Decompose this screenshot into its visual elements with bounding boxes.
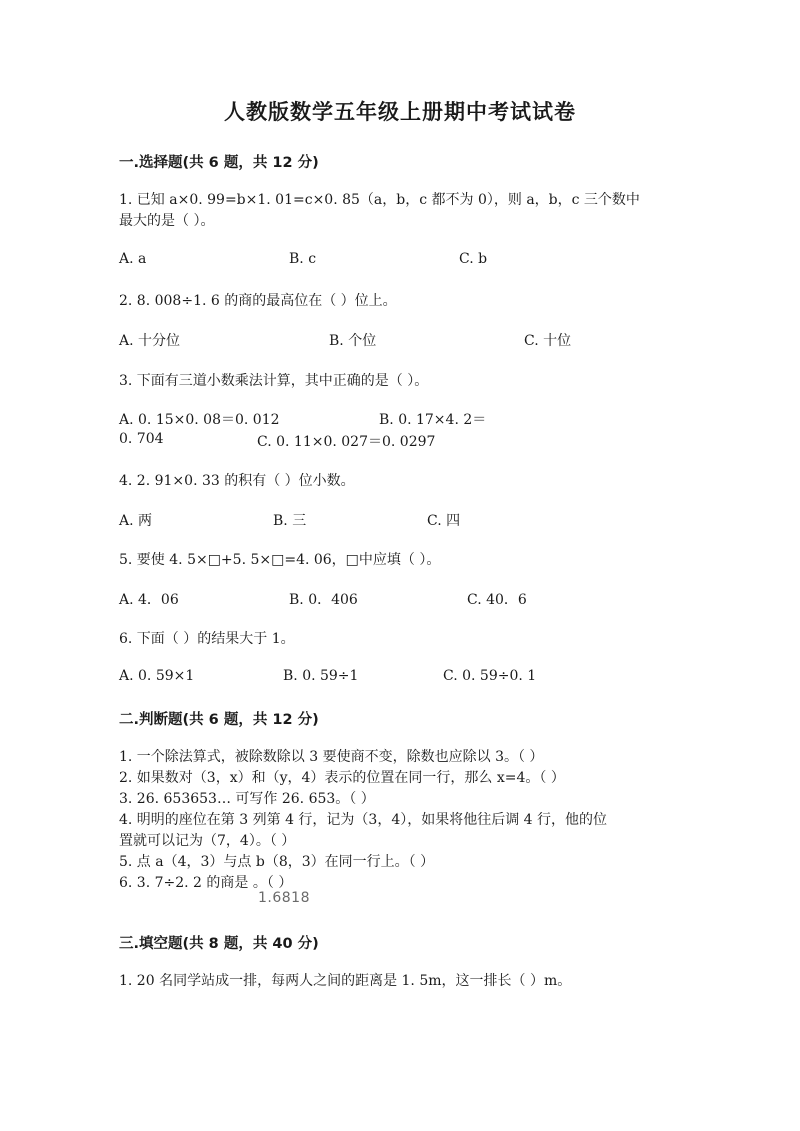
choice-q1-option-b: B. c <box>289 251 317 267</box>
page-title: 人教版数学五年级上册期中考试试卷 <box>224 100 576 124</box>
judgement-q4-line1: 4. 明明的座位在第 3 列第 4 行，记为（3，4），如果将他往后调 4 行，他的位 <box>119 812 608 828</box>
choice-q3-option-c: C. 0. 11×0. 027＝0. 0297 <box>257 434 436 450</box>
choice-q2-option-c: C. 十位 <box>524 333 572 349</box>
judgement-q2: 2. 如果数对（3，x）和（y，4）表示的位置在同一行，那么 x=4。（ ） <box>119 770 565 786</box>
choice-q5-line1: 5. 要使 4. 5×□+5. 5×□=4. 06，□中应填（ ）。 <box>119 552 441 568</box>
section-heading-choice: 一.选择题(共 6 题，共 12 分) <box>119 155 319 171</box>
choice-q2-option-a: A. 十分位 <box>119 333 181 349</box>
judgement-q6: 6. 3. 7÷2. 2 的商是 。（ ） <box>119 875 293 891</box>
choice-q3-line1: 3. 下面有三道小数乘法计算，其中正确的是（ ）。 <box>119 373 429 389</box>
choice-q5-option-a: A. 4．06 <box>119 592 179 608</box>
fill-blank-q1: 1. 20 名同学站成一排，每两人之间的距离是 1. 5m，这一排长（ ）m。 <box>119 973 572 989</box>
judgement-q1: 1. 一个除法算式，被除数除以 3 要使商不变，除数也应除以 3。（ ） <box>119 749 544 765</box>
choice-q2-option-b: B. 个位 <box>329 333 377 349</box>
judgement-q4-line2: 置就可以记为（7，4）。（ ） <box>119 833 296 849</box>
choice-q1-line1: 1. 已知 a×0. 99=b×1. 01=c×0. 85（a，b，c 都不为 0），则 a，b，c 三个数中 <box>119 192 640 208</box>
choice-q3-option-a: A. 0. 15×0. 08＝0. 012 <box>119 412 280 428</box>
choice-q4-option-b: B. 三 <box>273 513 307 529</box>
choice-q4-line1: 4. 2. 91×0. 33 的积有（ ）位小数。 <box>119 473 355 489</box>
choice-q3-option-b: B. 0. 17×4. 2＝ <box>379 412 487 428</box>
choice-q3-option-b-cont: 0. 704 <box>119 431 164 447</box>
section-heading-judgement: 二.判断题(共 6 题，共 12 分) <box>119 712 319 728</box>
choice-q2-line1: 2. 8. 008÷1. 6 的商的最高位在（ ）位上。 <box>119 293 397 309</box>
choice-q1-option-a: A. a <box>119 251 147 267</box>
choice-q6-option-b: B. 0. 59÷1 <box>283 668 359 684</box>
choice-q6-line1: 6. 下面（ ）的结果大于 1。 <box>119 631 295 647</box>
choice-q6-option-a: A. 0. 59×1 <box>119 668 195 684</box>
choice-q4-option-a: A. 两 <box>119 513 153 529</box>
judgement-q3: 3. 26. 653653… 可写作 26. 653。（ ） <box>119 791 375 807</box>
choice-q5-option-b: B. 0．406 <box>289 592 358 608</box>
section-heading-fill-blank: 三.填空题(共 8 题，共 40 分) <box>119 936 319 952</box>
choice-q6-option-c: C. 0. 59÷0. 1 <box>443 668 537 684</box>
choice-q5-option-c: C. 40．6 <box>467 592 527 608</box>
choice-q1-line2: 最大的是（ ）。 <box>119 213 215 229</box>
judgement-q5: 5. 点 a（4，3）与点 b（8，3）在同一行上。（ ） <box>119 854 435 870</box>
choice-q4-option-c: C. 四 <box>427 513 461 529</box>
choice-q1-option-c: C. b <box>459 251 488 267</box>
repeating-decimal-answer: 1.6818 <box>258 890 310 906</box>
